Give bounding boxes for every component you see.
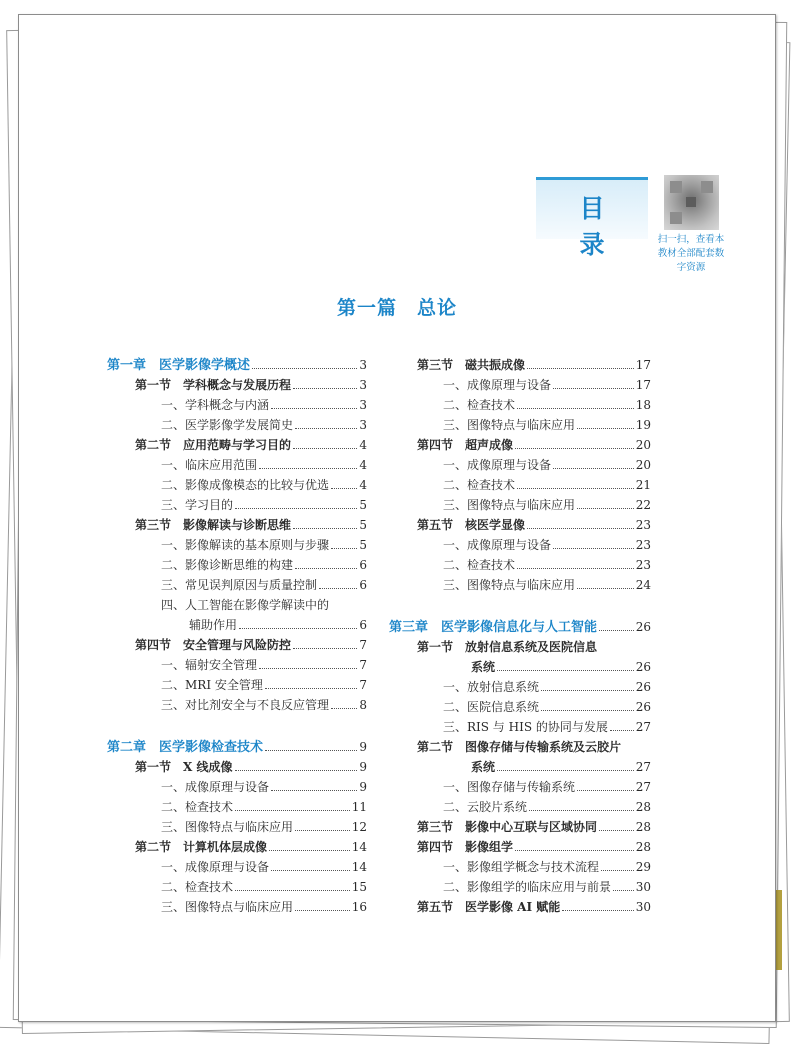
- toc-section[interactable]: [107, 635, 367, 655]
- toc-item[interactable]: [107, 395, 367, 415]
- toc-page-number: 29: [635, 860, 651, 874]
- dot-leader: [610, 730, 634, 731]
- toc-section[interactable]: [389, 897, 651, 917]
- toc-entry-label: 一、辐射安全管理: [161, 658, 258, 672]
- toc-page-number: 3: [359, 358, 367, 372]
- toc-page-number: 4: [359, 458, 367, 472]
- toc-page-number: 9: [359, 760, 367, 774]
- toc-entry-label: 第三章 医学影像信息化与人工智能: [389, 620, 598, 635]
- dot-leader: [269, 850, 350, 851]
- dot-leader: [601, 870, 634, 871]
- dot-leader: [562, 910, 633, 911]
- qr-code-icon[interactable]: [664, 175, 719, 230]
- toc-entry-label: 系统: [471, 760, 496, 774]
- toc-entry-label: 一、成像原理与设备: [443, 538, 552, 552]
- dot-leader: [331, 548, 357, 549]
- dot-leader: [529, 810, 634, 811]
- toc-item[interactable]: [389, 677, 651, 697]
- toc-page-number: 27: [635, 720, 651, 734]
- toc-page-number: 15: [351, 880, 367, 894]
- toc-page-number: 17: [635, 378, 651, 392]
- toc-page-number: 16: [351, 900, 367, 914]
- toc-entry-label: 二、检查技术: [161, 800, 234, 814]
- toc-page-number: 26: [635, 660, 651, 674]
- toc-item[interactable]: [107, 535, 367, 555]
- dot-leader: [541, 710, 634, 711]
- toc-entry-label: 二、检查技术: [443, 398, 516, 412]
- toc-page-number: 19: [635, 418, 651, 432]
- toc-item[interactable]: [107, 555, 367, 575]
- toc-item[interactable]: [389, 555, 651, 575]
- dot-leader: [517, 568, 634, 569]
- toc-item[interactable]: [389, 575, 651, 595]
- toc-item[interactable]: [389, 455, 651, 475]
- toc-entry-label: 第三节 影像解读与诊断思维: [135, 518, 292, 532]
- toc-entry-label: 一、成像原理与设备: [161, 860, 270, 874]
- dot-leader: [295, 428, 357, 429]
- toc-entry-label: 第一节 学科概念与发展历程: [135, 378, 292, 392]
- toc-entry-label: 第四节 超声成像: [417, 438, 514, 452]
- toc-entry-label: 一、影像解读的基本原则与步骤: [161, 538, 330, 552]
- dot-leader: [517, 488, 634, 489]
- part-title: 第一篇 总论: [336, 297, 457, 319]
- toc-right-column: [389, 355, 651, 917]
- toc-item[interactable]: [107, 897, 367, 917]
- toc-entry-label: 第二章 医学影像检查技术: [107, 740, 264, 755]
- toc-entry-label: 第二节 计算机体层成像: [135, 840, 268, 854]
- toc-entry-label: 三、学习目的: [161, 498, 234, 512]
- toc-chapter[interactable]: [107, 737, 367, 757]
- toc-item[interactable]: [107, 455, 367, 475]
- toc-entry-label: 二、MRI 安全管理: [161, 678, 263, 692]
- toc-item[interactable]: [107, 857, 367, 877]
- toc-page-number: 30: [635, 880, 651, 894]
- toc-entry-label: 第五节 核医学显像: [417, 518, 526, 532]
- toc-item[interactable]: [389, 697, 651, 717]
- dot-leader: [259, 468, 357, 469]
- toc-page-number: 6: [359, 578, 367, 592]
- toc-entry-label: 第二节 应用范畴与学习目的: [135, 438, 292, 452]
- toc-page-number: 23: [635, 518, 651, 532]
- toc-entry-label: 第三节 磁共振成像: [417, 358, 526, 372]
- toc-item[interactable]: [107, 695, 367, 715]
- toc-page-number: 23: [635, 558, 651, 572]
- toc-page-number: 17: [635, 358, 651, 372]
- dot-leader: [239, 628, 357, 629]
- toc-entry-label: 一、成像原理与设备: [443, 458, 552, 472]
- toc-item[interactable]: [107, 415, 367, 435]
- toc-chapter[interactable]: [107, 355, 367, 375]
- toc-entry-label: 第三节 影像中心互联与区域协同: [417, 820, 598, 834]
- dot-leader: [553, 548, 634, 549]
- toc-page-number: 27: [635, 780, 651, 794]
- toc-item[interactable]: [389, 717, 651, 737]
- dot-leader: [497, 670, 634, 671]
- toc-entry-label: 一、影像组学概念与技术流程: [443, 860, 600, 874]
- dot-leader: [235, 890, 350, 891]
- dot-leader: [541, 690, 634, 691]
- dot-leader: [293, 448, 357, 449]
- toc-entry-label: 三、图像特点与临床应用: [443, 578, 576, 592]
- toc-entry-label: 三、常见误判原因与质量控制: [161, 578, 318, 592]
- toc-section[interactable]: [107, 757, 367, 777]
- toc-section-continued[interactable]: [389, 657, 651, 677]
- toc-item[interactable]: [107, 655, 367, 675]
- dot-leader: [271, 870, 350, 871]
- toc-entry-label: 三、图像特点与临床应用: [161, 900, 294, 914]
- toc-item[interactable]: [107, 777, 367, 797]
- dot-leader: [553, 468, 634, 469]
- toc-item[interactable]: [107, 817, 367, 837]
- toc-page-number: 7: [359, 638, 367, 652]
- toc-page-number: 21: [635, 478, 651, 492]
- toc-page-number: 18: [635, 398, 651, 412]
- qr-caption: 扫一扫，查看本教材全部配套数字资源: [657, 234, 725, 273]
- toc-entry-label: 三、图像特点与临床应用: [443, 498, 576, 512]
- toc-page-number: 5: [359, 518, 367, 532]
- toc-entry-label: 三、图像特点与临床应用: [443, 418, 576, 432]
- dot-leader: [331, 708, 357, 709]
- toc-section[interactable]: [389, 515, 651, 535]
- toc-entry-label: 第二节 图像存储与传输系统及云胶片: [417, 740, 622, 754]
- toc-entry-label: 第五节 医学影像 AI 赋能: [417, 900, 561, 914]
- dot-leader: [235, 810, 350, 811]
- dot-leader: [293, 528, 357, 529]
- dot-leader: [252, 368, 357, 369]
- dot-leader: [259, 668, 357, 669]
- toc-page-number: 22: [635, 498, 651, 512]
- toc-entry-label: 二、检查技术: [443, 558, 516, 572]
- toc-item[interactable]: [107, 797, 367, 817]
- toc-section[interactable]: [107, 515, 367, 535]
- toc-item[interactable]: [389, 495, 651, 515]
- toc-title: 目 录: [579, 194, 623, 259]
- toc-entry-label: 第一章 医学影像学概述: [107, 358, 251, 373]
- toc-item[interactable]: [107, 675, 367, 695]
- toc-item[interactable]: [389, 475, 651, 495]
- toc-item[interactable]: [107, 575, 367, 595]
- toc-entry-label: 二、检查技术: [161, 880, 234, 894]
- toc-item-continued[interactable]: [107, 615, 367, 635]
- dot-leader: [577, 428, 634, 429]
- toc-item[interactable]: [389, 535, 651, 555]
- toc-left-column: [107, 355, 367, 917]
- toc-item[interactable]: [389, 777, 651, 797]
- toc-section[interactable]: [389, 637, 651, 657]
- toc-page-number: 5: [359, 538, 367, 552]
- toc-page-number: 26: [635, 700, 651, 714]
- dot-leader: [553, 388, 634, 389]
- toc-item[interactable]: [389, 375, 651, 395]
- dot-leader: [497, 770, 634, 771]
- toc-section[interactable]: [389, 435, 651, 455]
- toc-entry-label: 一、图像存储与传输系统: [443, 780, 576, 794]
- toc-page-number: 30: [635, 900, 651, 914]
- toc-section[interactable]: [107, 375, 367, 395]
- toc-page-number: 20: [635, 458, 651, 472]
- toc-page-number: 4: [359, 478, 367, 492]
- toc-entry-label: 二、医院信息系统: [443, 700, 540, 714]
- toc-entry-label: 第一节 X 线成像: [135, 760, 233, 774]
- toc-entry-label: 三、RIS 与 HIS 的协同与发展: [443, 720, 608, 734]
- toc-entry-label: 二、医学影像学发展简史: [161, 418, 294, 432]
- toc-entry-label: 辅助作用: [189, 618, 238, 632]
- toc-page-number: 23: [635, 538, 651, 552]
- toc-item[interactable]: [389, 857, 651, 877]
- toc-entry-label: 二、影像诊断思维的构建: [161, 558, 294, 572]
- toc-entry-label: 一、成像原理与设备: [443, 378, 552, 392]
- dot-leader: [235, 508, 357, 509]
- dot-leader: [515, 448, 634, 449]
- toc-item[interactable]: [389, 877, 651, 897]
- toc-entry-label: 四、人工智能在影像学解读中的: [161, 598, 330, 612]
- dot-leader: [527, 528, 634, 529]
- toc-page-number: 12: [351, 820, 367, 834]
- dot-leader: [319, 588, 357, 589]
- toc-entry-label: 二、影像组学的临床应用与前景: [443, 880, 612, 894]
- toc-page-number: 4: [359, 438, 367, 452]
- toc-page-number: 7: [359, 658, 367, 672]
- toc-entry-label: 三、图像特点与临床应用: [161, 820, 294, 834]
- dot-leader: [331, 488, 357, 489]
- toc-page-number: 9: [359, 740, 367, 754]
- toc-section[interactable]: [107, 435, 367, 455]
- toc-item[interactable]: [107, 877, 367, 897]
- toc-entry-label: 二、检查技术: [443, 478, 516, 492]
- toc-entry-label: 二、云胶片系统: [443, 800, 528, 814]
- toc-page-number: 27: [635, 760, 651, 774]
- dot-leader: [293, 648, 357, 649]
- toc-entry-label: 二、影像成像模态的比较与优选: [161, 478, 330, 492]
- toc-item[interactable]: [389, 395, 651, 415]
- toc-page-number: 20: [635, 438, 651, 452]
- dot-leader: [577, 790, 634, 791]
- dot-leader: [265, 750, 357, 751]
- toc-page-number: 28: [635, 820, 651, 834]
- toc-section[interactable]: [389, 817, 651, 837]
- toc-page-number: 11: [351, 800, 367, 814]
- toc-entry-label: 一、放射信息系统: [443, 680, 540, 694]
- dot-leader: [293, 388, 357, 389]
- toc-page-number: 5: [359, 498, 367, 512]
- toc-section-continued[interactable]: [389, 757, 651, 777]
- toc-page-number: 24: [635, 578, 651, 592]
- toc-section[interactable]: [389, 837, 651, 857]
- dot-leader: [295, 910, 350, 911]
- dot-leader: [271, 408, 357, 409]
- toc-section[interactable]: [389, 737, 651, 757]
- toc-page: [18, 14, 776, 1022]
- toc-title-box: [536, 177, 648, 259]
- toc-page-number: 9: [359, 780, 367, 794]
- toc-page-number: 28: [635, 800, 651, 814]
- dot-leader: [515, 850, 634, 851]
- toc-page-number: 14: [351, 860, 367, 874]
- dot-leader: [527, 368, 634, 369]
- toc-entry-label: 三、对比剂安全与不良反应管理: [161, 698, 330, 712]
- toc-entry-label: 一、临床应用范围: [161, 458, 258, 472]
- dot-leader: [271, 790, 357, 791]
- toc-entry-label: 一、学科概念与内涵: [161, 398, 270, 412]
- toc-item[interactable]: [389, 415, 651, 435]
- dot-leader: [295, 568, 357, 569]
- toc-page-number: 3: [359, 378, 367, 392]
- toc-page-number: 26: [635, 620, 651, 634]
- toc-chapter[interactable]: [389, 617, 651, 637]
- toc-entry-label: 一、成像原理与设备: [161, 780, 270, 794]
- toc-page-number: 6: [359, 558, 367, 572]
- toc-page-number: 8: [359, 698, 367, 712]
- toc-page-number: 7: [359, 678, 367, 692]
- toc-item[interactable]: [107, 475, 367, 495]
- toc-page-number: 3: [359, 398, 367, 412]
- toc-section[interactable]: [107, 837, 367, 857]
- dot-leader: [295, 830, 350, 831]
- dot-leader: [599, 830, 634, 831]
- dot-leader: [235, 770, 358, 771]
- toc-page-number: 28: [635, 840, 651, 854]
- toc-page-number: 14: [351, 840, 367, 854]
- dot-leader: [613, 890, 634, 891]
- toc-section[interactable]: [389, 355, 651, 375]
- toc-page-number: 26: [635, 680, 651, 694]
- toc-entry-label: 第四节 影像组学: [417, 840, 514, 854]
- toc-entry-label: 第一节 放射信息系统及医院信息: [417, 640, 598, 654]
- toc-item[interactable]: [107, 495, 367, 515]
- toc-page-number: 3: [359, 418, 367, 432]
- toc-item[interactable]: [107, 595, 367, 615]
- toc-entry-label: 系统: [471, 660, 496, 674]
- dot-leader: [599, 630, 634, 631]
- dot-leader: [265, 688, 357, 689]
- dot-leader: [517, 408, 634, 409]
- dot-leader: [577, 588, 634, 589]
- dot-leader: [577, 508, 634, 509]
- toc-entry-label: 第四节 安全管理与风险防控: [135, 638, 292, 652]
- toc-item[interactable]: [389, 797, 651, 817]
- toc-page-number: 6: [359, 618, 367, 632]
